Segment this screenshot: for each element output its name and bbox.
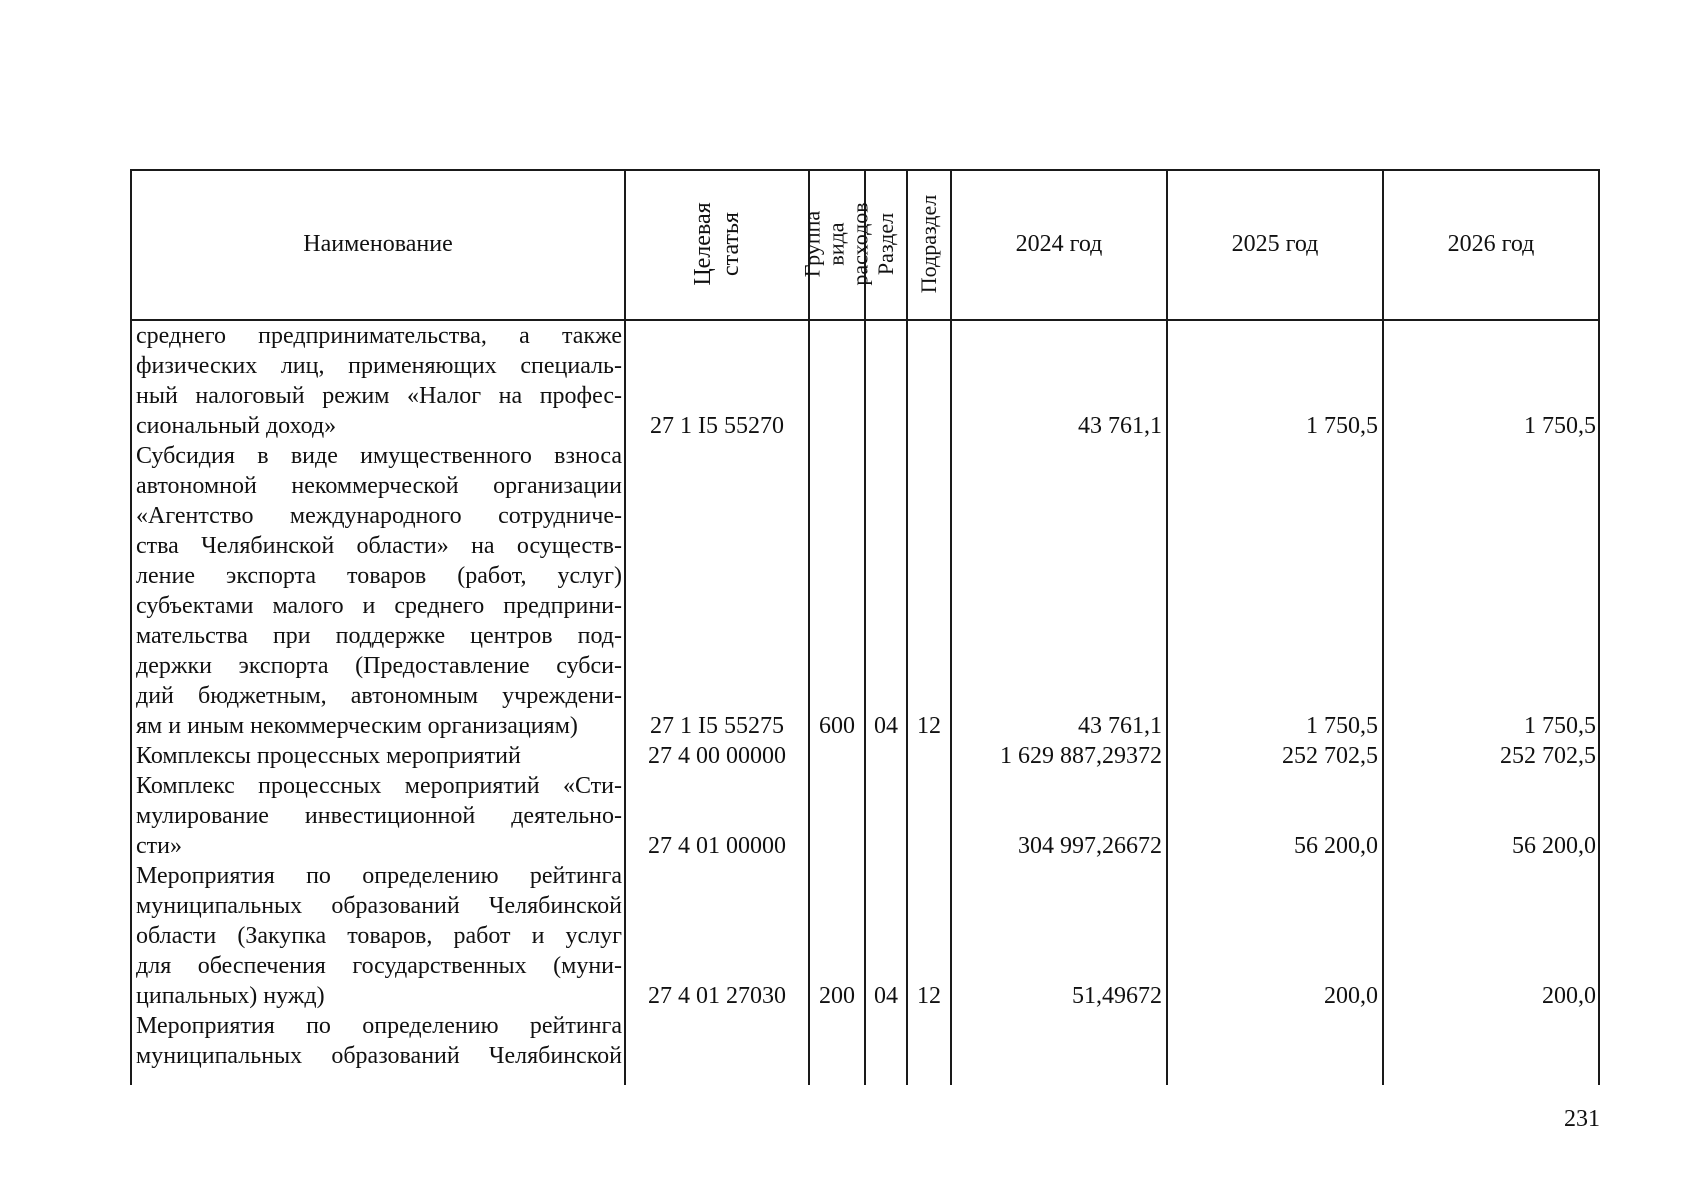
table-row-2026: 252 702,5 xyxy=(1500,743,1596,769)
table-row-expense-group: 200 xyxy=(819,983,855,1009)
table-row-name: Мероприятия по определению рейтинга муниципальных образований Челябинской области (Закупка товаров, работ и услуг для обеспечения государственных (муни- ципальных) нужд) xyxy=(136,863,622,1009)
table-row-name: среднего предпринимательства, а также физических лиц, применяющих специаль- ный налоговый режим «Налог на профес- сиональный доход» xyxy=(136,323,622,439)
table-row-name: Комплекс процессных мероприятий «Сти- мулирование инвестиционной деятельно- сти» xyxy=(136,773,622,859)
table-row-target-article: 27 4 01 27030 xyxy=(648,983,786,1009)
table-row-name: Мероприятия по определению рейтинга муниципальных образований Челябинской xyxy=(136,1013,622,1069)
table-row-2025: 56 200,0 xyxy=(1294,833,1378,859)
table-row-2025: 1 750,5 xyxy=(1306,713,1378,739)
budget-table xyxy=(130,169,1600,1085)
table-row-2024: 1 629 887,29372 xyxy=(1000,743,1162,769)
table-row-2024: 43 761,1 xyxy=(1078,713,1162,739)
table-row-target-article: 27 1 I5 55275 xyxy=(650,713,784,739)
table-row-2024: 304 997,26672 xyxy=(1018,833,1162,859)
table-row-name: Субсидия в виде имущественного взноса автономной некоммерческой организации «Агентство международного сотрудниче- ства Челябинской области» на осуществ- ление экспорта товаров (работ, услуг) субъектами малого и среднего предприни- мательства при поддержке центров под- держки экспорта (Предоставление субси- дий бюджетным, автономным учреждени- ям и иным некоммерческим организациям) xyxy=(136,443,622,739)
header-year-2025: 2025 год xyxy=(1231,230,1319,257)
table-row-target-article: 27 4 01 00000 xyxy=(648,833,786,859)
table-row-expense-group: 600 xyxy=(819,713,855,739)
table-row-2025: 200,0 xyxy=(1324,983,1378,1009)
table-row-2024: 51,49672 xyxy=(1072,983,1162,1009)
table-row-2025: 1 750,5 xyxy=(1306,413,1378,439)
page-number: 231 xyxy=(1564,1106,1600,1132)
header-section: Раздел xyxy=(873,212,899,276)
header-year-2024: 2024 год xyxy=(1015,230,1103,257)
table-row-name: Комплексы процессных мероприятий xyxy=(136,743,521,769)
table-row-section: 04 xyxy=(874,713,898,739)
header-year-2026: 2026 год xyxy=(1447,230,1535,257)
header-target-article: Целевая статья xyxy=(690,202,744,286)
table-row-2024: 43 761,1 xyxy=(1078,413,1162,439)
table-row-section: 04 xyxy=(874,983,898,1009)
table-row-2026: 56 200,0 xyxy=(1512,833,1596,859)
table-row-target-article: 27 4 00 00000 xyxy=(648,743,786,769)
table-row-subsection: 12 xyxy=(917,713,941,739)
table-row-2026: 200,0 xyxy=(1542,983,1596,1009)
header-expense-group: Группа вида расходов xyxy=(800,202,873,286)
table-row-2026: 1 750,5 xyxy=(1524,413,1596,439)
table-row-2025: 252 702,5 xyxy=(1282,743,1378,769)
header-name: Наименование xyxy=(303,230,453,257)
table-row-subsection: 12 xyxy=(917,983,941,1009)
table-row-2026: 1 750,5 xyxy=(1524,713,1596,739)
table-row-target-article: 27 1 I5 55270 xyxy=(650,413,784,439)
col-divider xyxy=(1598,169,1600,1085)
header-subsection: Подраздел xyxy=(916,194,942,294)
